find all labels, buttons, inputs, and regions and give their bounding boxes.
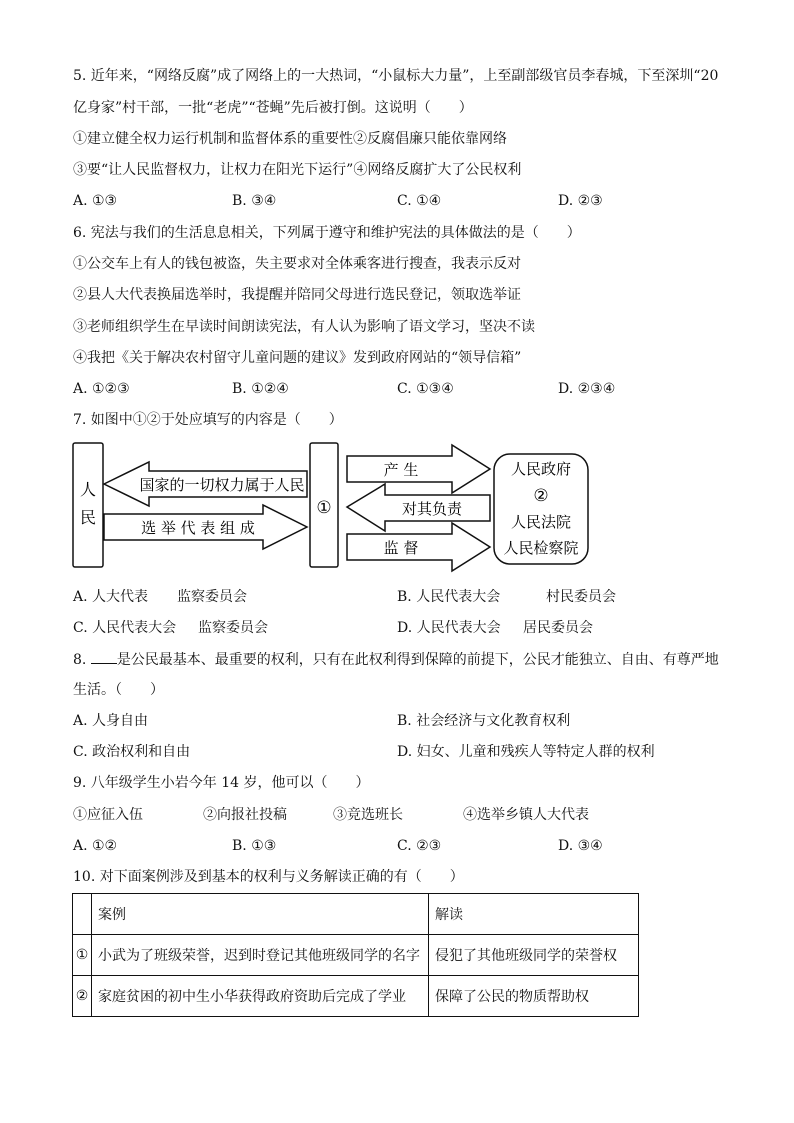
header-index: [73, 894, 92, 935]
q7-option-c: [73, 618, 268, 638]
q8-stem-line2: 生活。（ ）: [73, 682, 164, 698]
table-header-row: [73, 894, 639, 935]
q8-number: 8.: [73, 652, 91, 668]
q9-stem: 9. 八年级学生小岩今年 14 岁，他可以（ ）: [73, 775, 370, 791]
q6-option-d: D. ②③④: [558, 381, 616, 397]
middle-box-label: ①: [316, 498, 332, 518]
row-index: ②: [73, 976, 92, 1017]
row-interpretation: 保障了公民的物质帮助权: [429, 976, 639, 1017]
table-row: [73, 976, 639, 1017]
q8-option-d: D. 妇女、儿童和残疾人等特定人群的权利: [397, 744, 655, 760]
state-organ-line-2: ②: [533, 486, 549, 506]
produce-arrow: [347, 445, 490, 493]
q9-item-1: ①应征入伍: [73, 807, 143, 823]
q7-option-a-part1: A. 人大代表: [73, 589, 149, 605]
q6-item-2: ②县人大代表换届选举时，我提醒并陪同父母进行选民登记，领取选举证: [73, 287, 521, 303]
table-row: [73, 935, 639, 976]
q10-stem: 10. 对下面案例涉及到基本的权利与义务解读正确的有（ ）: [73, 869, 464, 885]
q5-option-a: A. ①③: [73, 193, 118, 209]
q6-option-b: B. ①②④: [232, 381, 289, 397]
q10-case-table: [72, 893, 639, 1017]
q5-stem-line2: 亿身家”村干部，一批“老虎”“苍蝇”先后被打倒。这说明（ ）: [73, 100, 473, 116]
q9-item-3: ③竞选班长: [333, 807, 403, 823]
header-case: 案例: [92, 894, 429, 935]
q9-option-d: D. ③④: [558, 838, 603, 854]
q6-stem: 6. 宪法与我们的生活息息相关，下列属于遵守和维护宪法的具体做法的是（ ）: [73, 225, 581, 241]
people-box: [73, 443, 103, 567]
q7-option-b-part1: B. 人民代表大会: [397, 589, 501, 605]
row-interpretation: 侵犯了其他班级同学的荣誉权: [429, 935, 639, 976]
q6-item-3: ③老师组织学生在早读时间朗读宪法，有人认为影响了语文学习，坚决不读: [73, 319, 535, 335]
people-label-char: 民: [79, 508, 97, 527]
q7-power-diagram: [70, 440, 600, 575]
q8-option-b: B. 社会经济与文化教育权利: [397, 713, 571, 729]
q9-item-4: ④选举乡镇人大代表: [463, 807, 589, 823]
q7-option-d: [397, 618, 593, 638]
responsible-label: 对其负责: [401, 500, 463, 518]
supervise-arrow: [347, 523, 490, 571]
q7-option-c-part2: 监察委员会: [198, 620, 268, 636]
q6-item-1: ①公交车上有人的钱包被盗，失主要求对全体乘客进行搜查，我表示反对: [73, 256, 521, 272]
q5-stem-line1: 5. 近年来，“网络反腐”成了网络上的一大热词，“小鼠标大力量”，上至副部级官员李春城，下至深圳“20: [73, 68, 719, 84]
q8-option-c: C. 政治权利和自由: [73, 744, 191, 760]
q6-item-4: ④我把《关于解决农村留守儿童问题的建议》发到政府网站的“领导信箱”: [73, 350, 522, 366]
header-interpretation: 解读: [429, 894, 639, 935]
q7-option-a-part2: 监察委员会: [177, 589, 247, 605]
q8-stem-line1: [73, 649, 719, 670]
q9-option-c: C. ②③: [397, 838, 442, 854]
q5-option-b: B. ③④: [232, 193, 277, 209]
q5-items-line1: ①建立健全权力运行机制和监督体系的重要性②反腐倡廉只能依靠网络: [73, 131, 507, 147]
q7-option-a: [73, 587, 247, 607]
q8-blank: [91, 649, 117, 664]
q5-items-line2: ③要“让人民监督权力，让权力在阳光下运行”④网络反腐扩大了公民权利: [73, 162, 522, 178]
state-organ-line-3: 人民法院: [510, 513, 572, 531]
produce-label: 产 生: [383, 461, 419, 479]
elect-representatives-label: 选 举 代 表 组 成: [141, 519, 255, 537]
state-organ-line-1: 人民政府: [510, 460, 572, 478]
q8-option-a: A. 人身自由: [73, 713, 149, 729]
q7-option-c-part1: C. 人民代表大会: [73, 620, 177, 636]
row-index: ①: [73, 935, 92, 976]
row-case: 家庭贫困的初中生小华获得政府资助后完成了学业: [92, 976, 429, 1017]
power-belongs-label: 国家的一切权力属于人民: [139, 476, 305, 494]
row-case: 小武为了班级荣誉，迟到时登记其他班级同学的名字: [92, 935, 429, 976]
q5-option-d: D. ②③: [558, 193, 603, 209]
q6-option-a: A. ①②③: [73, 381, 130, 397]
q9-item-2: ②向报社投稿: [203, 807, 287, 823]
q8-stem-text: 是公民最基本、最重要的权利，只有在此权利得到保障的前提下，公民才能独立、自由、有尊严地: [116, 652, 719, 668]
q7-stem: 7. 如图中①②于处应填写的内容是（ ）: [73, 412, 343, 428]
supervise-label: 监 督: [383, 539, 419, 557]
q7-option-b: [397, 587, 616, 607]
people-label-char: 人: [79, 480, 97, 499]
q5-option-c: C. ①④: [397, 193, 442, 209]
q7-option-d-part2: 居民委员会: [523, 620, 593, 636]
q9-option-b: B. ①③: [232, 838, 277, 854]
q7-option-b-part2: 村民委员会: [546, 589, 616, 605]
q7-option-d-part1: D. 人民代表大会: [397, 620, 501, 636]
q9-option-a: A. ①②: [73, 838, 118, 854]
q6-option-c: C. ①③④: [397, 381, 454, 397]
state-organ-line-4: 人民检察院: [503, 539, 579, 557]
